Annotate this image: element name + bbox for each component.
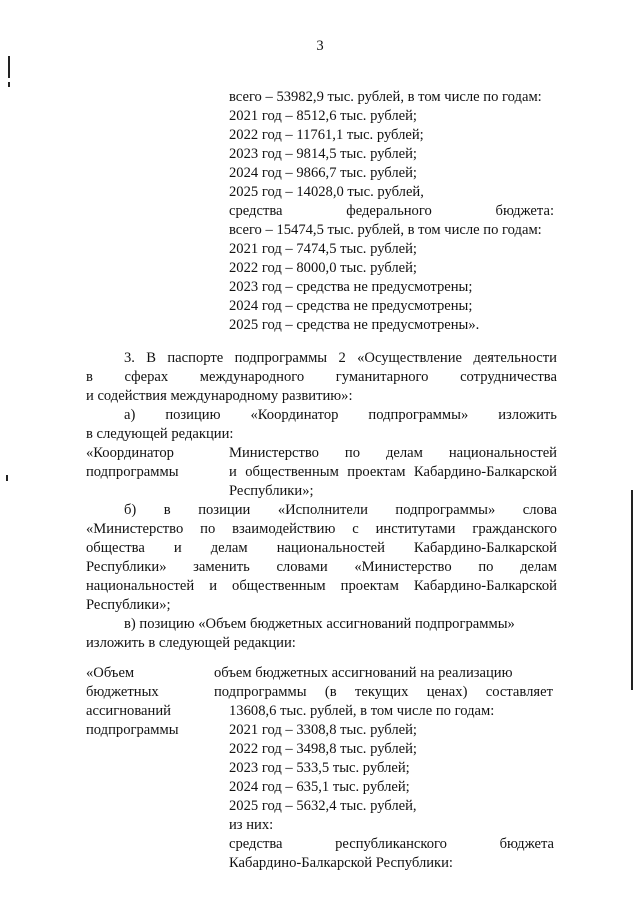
word: проектам <box>347 464 406 480</box>
item-b-line4 <box>86 558 557 577</box>
item-b-line3 <box>86 539 557 558</box>
coordinator-value-line2 <box>229 463 557 482</box>
item-b-line1 <box>124 501 557 520</box>
word: подпрограммы <box>234 350 328 366</box>
word: делам <box>520 559 557 575</box>
word: по <box>478 559 494 575</box>
item-v-line1: в) позицию «Объем бюджетных ассигнований подпрограммы» <box>124 616 515 632</box>
item-a-line1 <box>124 406 557 425</box>
word: национальностей <box>448 445 557 461</box>
budget-label: подпрограммы <box>86 722 179 738</box>
word: делам <box>210 540 248 556</box>
word: взаимодействию <box>232 521 336 537</box>
word: подпрограммы <box>214 684 307 700</box>
word: словами <box>276 559 328 575</box>
word: 2 <box>338 350 346 366</box>
word: паспорте <box>167 350 224 366</box>
word: гуманитарного <box>335 369 429 385</box>
word: общественным <box>232 578 326 594</box>
funding-year-line: 2024 год – 9866,7 тыс. рублей; <box>229 165 417 181</box>
word: в <box>163 502 171 518</box>
word: «Министерство <box>354 559 452 575</box>
word: изложить <box>498 407 557 423</box>
word: подпрограммы» <box>368 407 469 423</box>
word: «Координатор <box>250 407 339 423</box>
budget-label: «Объем <box>86 665 135 681</box>
funding-year-line: 2022 год – 11761,1 тыс. рублей; <box>229 127 424 143</box>
federal-year-line: 2022 год – 8000,0 тыс. рублей; <box>229 260 417 276</box>
word: (в <box>324 684 337 700</box>
word: а) <box>124 407 136 423</box>
item-b-line6: Республики»; <box>86 597 171 613</box>
word: Министерство <box>229 445 319 461</box>
word: гражданского <box>472 521 557 537</box>
word: б) <box>124 502 137 518</box>
word: деятельности <box>473 350 557 366</box>
budget-year-line: 2022 год – 3498,8 тыс. рублей; <box>229 741 417 757</box>
word: «Осуществление <box>357 350 463 366</box>
word: сотрудничества <box>460 369 557 385</box>
page-number: 3 <box>316 38 324 54</box>
item-a-line2: в следующей редакции: <box>86 426 234 442</box>
word: сферах <box>124 369 169 385</box>
scan-mark-right <box>631 490 633 690</box>
word: заменить <box>193 559 250 575</box>
word: проектам <box>340 578 399 594</box>
item3-line3: и содействия международному развитию»: <box>86 388 353 404</box>
scan-mark-left <box>8 56 10 78</box>
word: общества <box>86 540 145 556</box>
kbr-line: Кабардино-Балкарской Республики: <box>229 855 453 871</box>
budget-value-line2 <box>214 683 553 702</box>
federal-budget-line <box>229 202 554 221</box>
budget-year-line: 2023 год – 533,5 тыс. рублей; <box>229 760 410 776</box>
word: подпрограммы» <box>395 502 496 518</box>
word: и <box>229 464 237 480</box>
federal-year-line: 2021 год – 7474,5 тыс. рублей; <box>229 241 417 257</box>
word: и <box>173 540 182 556</box>
budget-year-line: 2025 год – 5632,4 тыс. рублей, <box>229 798 417 814</box>
budget-value-line1: объем бюджетных ассигнований на реализацию <box>214 665 513 681</box>
word: «Исполнители <box>277 502 368 518</box>
word: по <box>200 521 216 537</box>
word: федерального <box>346 203 432 219</box>
word: с <box>352 521 359 537</box>
item-b-line5 <box>86 577 557 596</box>
word: слова <box>522 502 557 518</box>
word: институтами <box>375 521 456 537</box>
word: позицию <box>165 407 221 423</box>
coordinator-value-line1 <box>229 444 557 463</box>
budget-iz-nih: из них: <box>229 817 274 833</box>
word: национальностей <box>86 578 195 594</box>
budget-year-line: 2024 год – 635,1 тыс. рублей; <box>229 779 410 795</box>
word: В <box>146 350 157 366</box>
scan-mark-left-mid <box>6 475 8 481</box>
item-b-line2 <box>86 520 557 539</box>
word: в <box>86 369 93 385</box>
word: 3. <box>124 350 135 366</box>
coordinator-value-line3: Республики»; <box>229 483 314 499</box>
scan-mark-left-small <box>8 82 10 87</box>
word: по <box>344 445 361 461</box>
budget-label: ассигнований <box>86 703 171 719</box>
coordinator-label: подпрограммы <box>86 464 179 480</box>
word: делам <box>385 445 423 461</box>
word: средства <box>229 836 283 852</box>
word: бюджета <box>499 836 554 852</box>
item3-line2 <box>86 368 557 387</box>
word: Кабардино-Балкарской <box>413 540 557 556</box>
coordinator-label: «Координатор <box>86 445 174 461</box>
word: международного <box>199 369 305 385</box>
budget-label: бюджетных <box>86 684 159 700</box>
funding-year-line: 2025 год – 14028,0 тыс. рублей, <box>229 184 424 200</box>
word: и <box>209 578 217 594</box>
word: Кабардино-Балкарской <box>413 578 557 594</box>
federal-year-line: 2024 год – средства не предусмотрены; <box>229 298 473 314</box>
word: позиции <box>198 502 251 518</box>
word: бюджета: <box>495 203 554 219</box>
word: Республики» <box>86 559 167 575</box>
word: текущих <box>354 684 409 700</box>
republican-budget-line <box>229 835 554 854</box>
federal-year-line: 2023 год – средства не предусмотрены; <box>229 279 473 295</box>
item-v-line2: изложить в следующей редакции: <box>86 635 296 651</box>
budget-year-line: 2021 год – 3308,8 тыс. рублей; <box>229 722 417 738</box>
funding-total-line: всего – 53982,9 тыс. рублей, в том числе по годам: <box>229 89 542 105</box>
federal-year-line: 2025 год – средства не предусмотрены». <box>229 317 480 333</box>
word: общественным <box>245 464 339 480</box>
word: составляет <box>485 684 553 700</box>
federal-total-line: всего – 15474,5 тыс. рублей, в том числе по годам: <box>229 222 542 238</box>
funding-year-line: 2023 год – 9814,5 тыс. рублей; <box>229 146 417 162</box>
word: национальностей <box>276 540 385 556</box>
funding-year-line: 2021 год – 8512,6 тыс. рублей; <box>229 108 417 124</box>
word: средства <box>229 203 283 219</box>
word: республиканского <box>335 836 447 852</box>
budget-value-line3: 13608,6 тыс. рублей, в том числе по годам: <box>229 703 495 719</box>
word: «Министерство <box>86 521 184 537</box>
word: Кабардино-Балкарской <box>413 464 557 480</box>
item3-line1 <box>124 349 557 368</box>
word: ценах) <box>426 684 468 700</box>
